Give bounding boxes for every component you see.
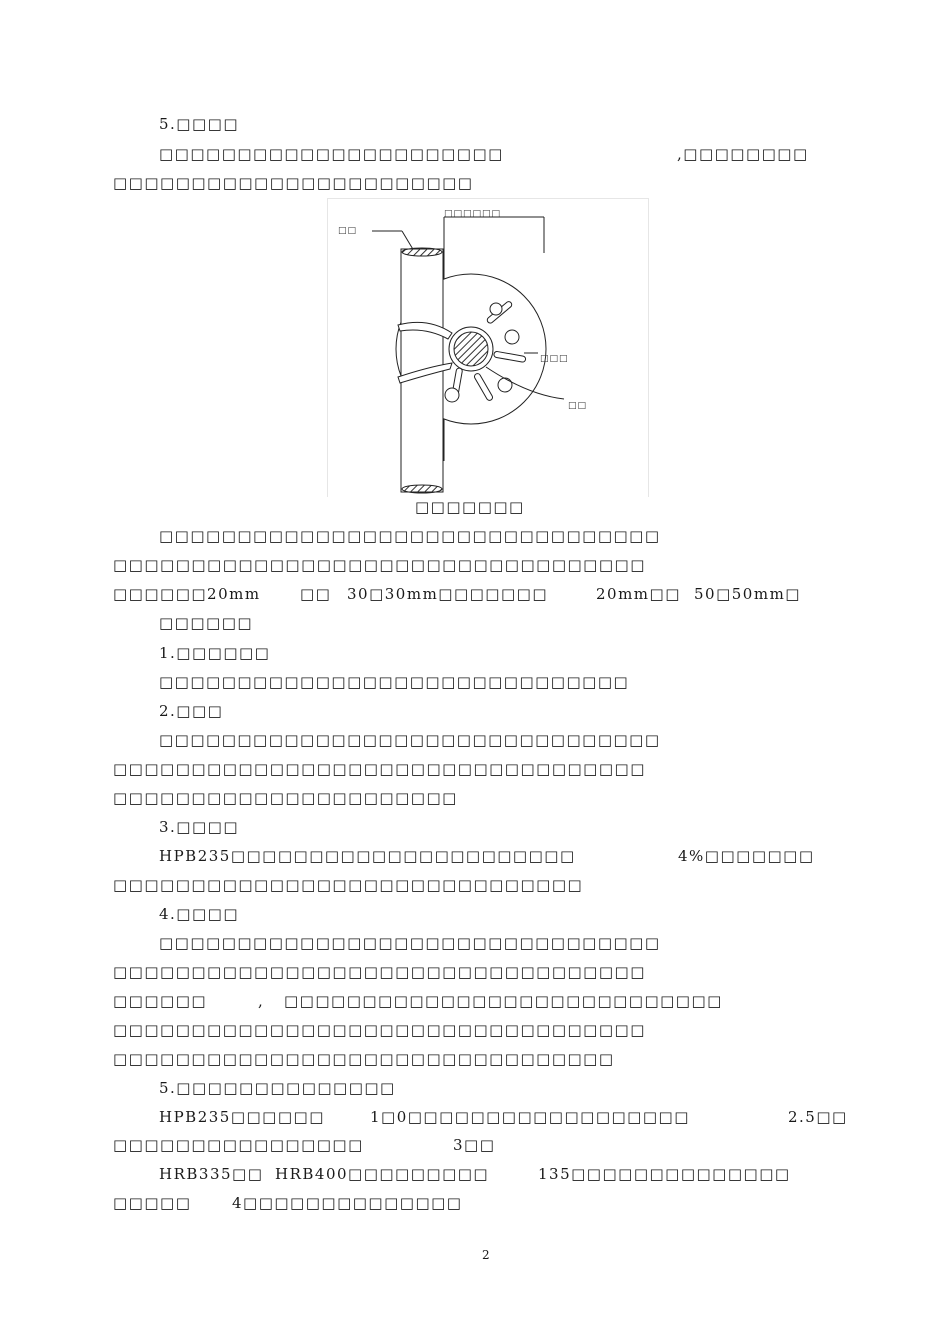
text-run: 50□50mm□	[694, 585, 801, 603]
text-line	[159, 1164, 263, 1184]
rebar-bottom-section	[402, 485, 442, 493]
text-line	[159, 1078, 396, 1098]
text-run: □□□□□□□□□□□□□□□□□□□□□□□□□□□□□□□□	[159, 731, 661, 749]
text-run: □□□□□□	[159, 614, 254, 632]
figure-spacer-diagram	[327, 198, 649, 497]
text-run: □□□□□□□□□□□□□□□□□□□□□□	[159, 145, 504, 163]
text-line	[159, 846, 576, 866]
text-line	[370, 1107, 690, 1127]
text-run: 4.□□□□	[159, 905, 240, 923]
text-run: □□□□□	[113, 1194, 192, 1212]
text-run: 5.□□□□□□□□□□□□□□	[159, 1079, 396, 1097]
text-line	[113, 788, 458, 808]
text-line	[232, 1193, 462, 1213]
spacer-hole	[490, 303, 502, 315]
text-run: □□□□□□□□□□□□□□□□□□□□□□□	[113, 174, 474, 192]
text-line	[113, 991, 207, 1011]
text-line	[159, 643, 270, 663]
text-run: HRB335□□	[159, 1165, 264, 1183]
spacer-diagram-svg	[328, 199, 648, 497]
text-run: □□□□□□□□□□□□□□□□□□□□□□□□□□□□□□□□□□	[113, 963, 646, 981]
text-run: □□□□□□□□□□□□□□□□□□□□□□□□□□□□□□□□□□	[113, 1021, 646, 1039]
text-run: 20mm□□	[596, 585, 681, 603]
text-line	[694, 584, 801, 604]
text-run: 135□□□□□□□□□□□□□□	[538, 1165, 791, 1183]
text-line	[113, 555, 646, 575]
text-run: 1.□□□□□□	[159, 644, 271, 662]
figure-right-label-1: □□□	[540, 354, 569, 364]
text-line	[347, 584, 548, 604]
text-run: □□□□□□□	[415, 498, 525, 516]
text-run: □□□□□□□□□□□□□□□□□□□□□□□□□□□□□□□□	[113, 1050, 615, 1068]
text-run: 30□30mm□□□□□□□	[347, 585, 548, 603]
text-run: HRB400□□□□□□□□□	[275, 1165, 490, 1183]
text-line	[159, 817, 239, 837]
text-run: 3.□□□□	[159, 818, 240, 836]
text-run: □□	[300, 585, 332, 603]
figure-right-label-2: □□	[568, 401, 588, 411]
text-line	[113, 1020, 646, 1040]
text-line	[113, 875, 583, 895]
center-bar-section	[454, 332, 488, 366]
text-run: □□□□□□□□□□□□□□□□□□□□□□□□□□□□□□□□□□	[113, 556, 646, 574]
figure-left-label: □□	[338, 226, 358, 236]
text-line	[113, 759, 646, 779]
text-line	[159, 672, 629, 692]
text-run: 4□□□□□□□□□□□□□□	[232, 1194, 463, 1212]
text-line	[300, 584, 331, 604]
text-line	[113, 173, 473, 193]
text-run: □□□□□□□□□□□□□□□□□□□□□□□□□□□□□□□□	[159, 934, 661, 952]
text-run: □□□□□□□□□□□□□□□□□□□□□□□□□□□□	[284, 992, 723, 1010]
text-line	[159, 1107, 325, 1127]
text-run: 2.5□□	[788, 1108, 848, 1126]
text-line	[159, 904, 239, 924]
page-number: 2	[482, 1248, 490, 1262]
text-line	[159, 526, 661, 546]
text-line	[284, 991, 723, 1011]
text-line	[159, 701, 223, 721]
text-line	[678, 846, 815, 866]
text-run: HPB235□□□□□□	[159, 1108, 325, 1126]
text-run: ,	[258, 992, 265, 1010]
text-line	[159, 730, 661, 750]
text-run: HPB235□□□□□□□□□□□□□□□□□□□□□□	[159, 847, 576, 865]
spacer-hole	[498, 378, 512, 392]
text-line	[113, 962, 646, 982]
text-line	[596, 584, 681, 604]
text-run: 3□□	[453, 1136, 496, 1154]
text-line	[113, 1135, 364, 1155]
text-run: □□□□□□□□□□□□□□□□□□□□□□□□□□□□□□	[113, 876, 584, 894]
text-line	[677, 144, 809, 164]
text-line	[113, 584, 261, 604]
text-run: 4%□□□□□□□	[678, 847, 815, 865]
text-run: □□□□□□□□□□□□□□□□□□□□□□□□□□□□□□□□	[159, 527, 661, 545]
text-line	[258, 991, 264, 1011]
figure-caption	[415, 497, 525, 517]
text-run: □□□□□□20mm	[113, 585, 261, 603]
text-run: ,□□□□□□□□	[677, 145, 809, 163]
text-line	[159, 933, 661, 953]
spacer-hole	[445, 388, 459, 402]
text-line	[113, 1193, 191, 1213]
text-run: 2.□□□	[159, 702, 224, 720]
figure-top-label: □□□□□□	[444, 209, 502, 219]
text-run: □□□□□□□□□□□□□□□□□□□□□□□□□□□□□□□□□□	[113, 760, 646, 778]
text-run: □□□□□□□□□□□□□□□□	[113, 1136, 364, 1154]
text-run: □□□□□□	[113, 992, 208, 1010]
text-run: □□□□□□□□□□□□□□□□□□□□□□	[113, 789, 458, 807]
text-run: 1□0□□□□□□□□□□□□□□□□□□	[370, 1108, 690, 1126]
text-line	[159, 144, 504, 164]
text-line	[159, 613, 253, 633]
text-run: 5.□□□□	[159, 115, 240, 133]
text-line	[113, 1049, 615, 1069]
text-run: □□□□□□□□□□□□□□□□□□□□□□□□□□□□□□	[159, 673, 630, 691]
text-line	[788, 1107, 848, 1127]
text-line	[159, 114, 239, 134]
text-line	[275, 1164, 489, 1184]
spacer-hole	[505, 330, 519, 344]
rebar-top-section	[402, 248, 442, 256]
text-line	[453, 1135, 495, 1155]
text-line	[538, 1164, 791, 1184]
